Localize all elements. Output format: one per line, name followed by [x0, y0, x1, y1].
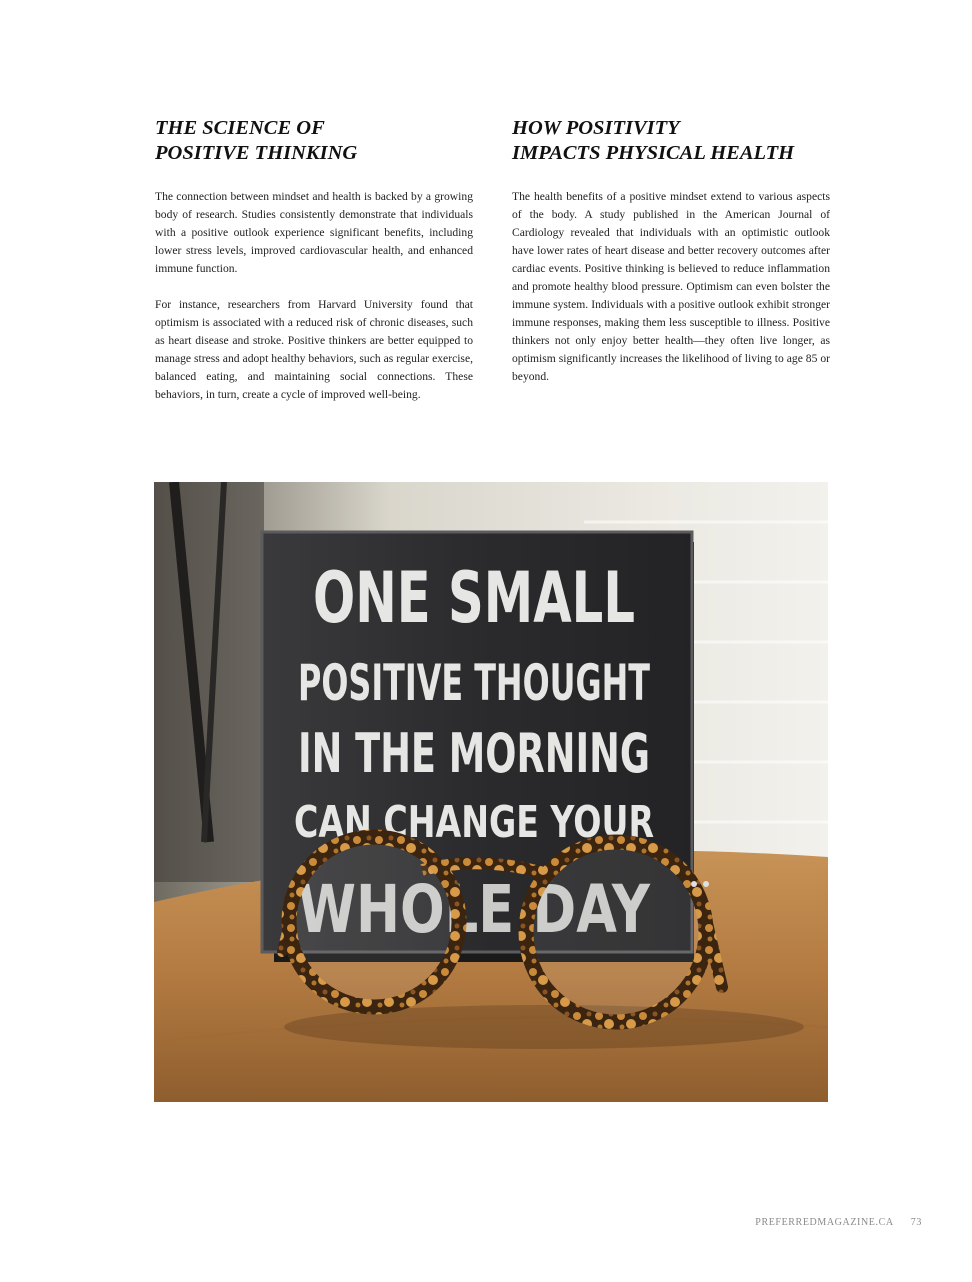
sign-line-3: IN THE MORNING: [298, 722, 650, 785]
left-column: [155, 116, 473, 422]
right-column: [512, 116, 830, 404]
page-number: 73: [910, 1217, 922, 1228]
right-heading-line1: HOW POSITIVITY: [512, 117, 680, 139]
left-paragraph-2: For instance, researchers from Harvard University found that optimism is associated with a reduced risk of chronic diseases, such as heart disease and stroke. Positive thinkers are better equipped to manage stress and adopt healthy behaviors, such as regular exercise, balanced eating, and maintaining social connections. These behaviors, in turn, create a cycle of improved well-being.: [155, 298, 473, 401]
sign-line-1: ONE SMALL: [313, 557, 635, 639]
left-heading-line2: POSITIVE THINKING: [155, 142, 358, 164]
photo-sign-with-glasses: [154, 482, 828, 1102]
right-heading-line2: IMPACTS PHYSICAL HEALTH: [512, 142, 795, 164]
right-heading: [512, 116, 830, 166]
sign-line-2: POSITIVE THOUGHT: [298, 654, 650, 712]
page-footer: [755, 1217, 922, 1228]
right-paragraph-1: The health benefits of a positive mindset extend to various aspects of the body. A study published in the American Journal of Cardiology revealed that individuals with an optimistic outlook have lower rates of heart disease and better recovery outcomes after cardiac events. Positive thinking is believed to reduce inflammation and promote healthy blood pressure. Optimism can even bolster the immune system. Individuals with a positive outlook exhibit stronger immune responses, making them less susceptible to illness. Positive thinkers not only enjoy better health—they often live longer, as optimism significantly increases the likelihood of living to age 85 or beyond.: [512, 190, 830, 383]
sign-line-4: CAN CHANGE YOUR: [294, 797, 654, 848]
left-paragraph-1: The connection between mindset and health is backed by a growing body of research. Studies consistently demonstrate that individuals with a positive outlook experience significant benefits, including lower stress levels, improved cardiovascular health, and enhanced immune function.: [155, 190, 473, 275]
left-heading: [155, 116, 473, 166]
sign-line-5: WHOLE DAY: [298, 871, 651, 948]
footer-site-name: PREFERREDMAGAZINE.CA: [755, 1217, 894, 1228]
left-heading-line1: THE SCIENCE OF: [155, 117, 325, 139]
